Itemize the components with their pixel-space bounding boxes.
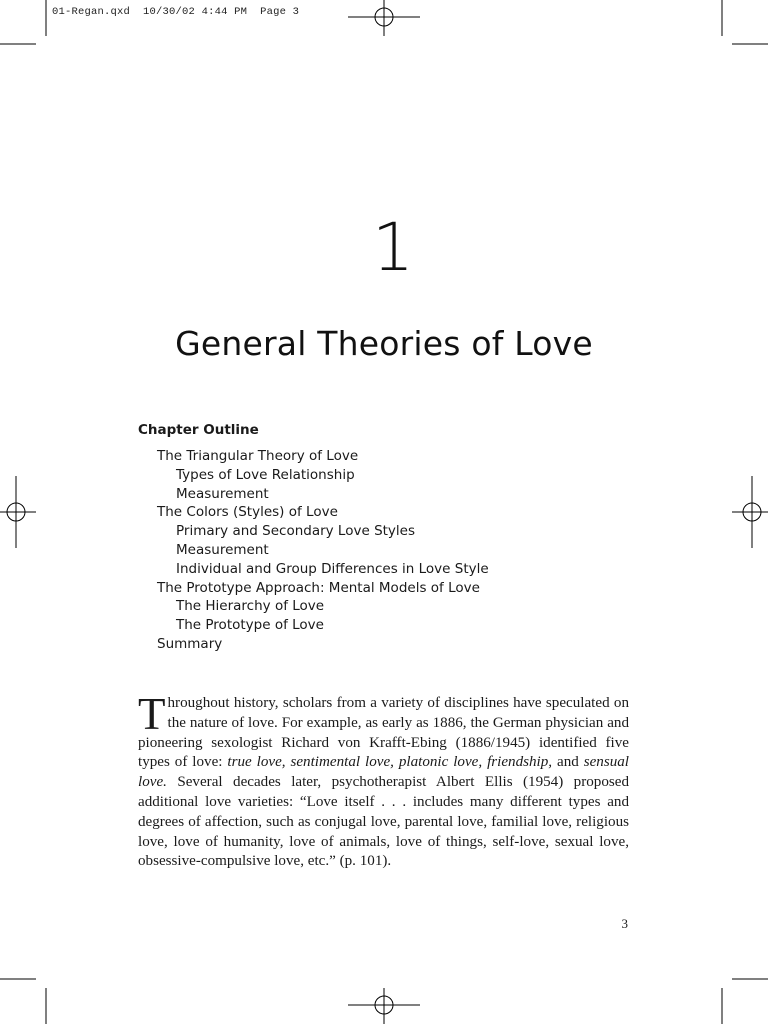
outline-subsection-item: Measurement xyxy=(176,541,269,558)
outline-subsection-item: Individual and Group Differences in Love Style xyxy=(176,560,489,577)
outline-subsection-item: The Prototype of Love xyxy=(176,617,324,634)
slug-time: 4:44 PM xyxy=(201,6,248,18)
registration-mark-top xyxy=(348,0,420,36)
outline-subsection-item: Types of Love Relationship xyxy=(176,466,355,483)
chapter-number: 1 xyxy=(372,209,414,286)
outline-section-item: Summary xyxy=(157,635,223,652)
chapter-outline-heading: Chapter Outline xyxy=(138,422,259,438)
outline-subsection-item: Primary and Secondary Love Styles xyxy=(176,523,416,540)
outline-subsection-item: The Hierarchy of Love xyxy=(176,598,325,615)
chapter-outline-list xyxy=(138,447,638,654)
chapter-outline xyxy=(138,421,638,654)
outline-section-item: The Triangular Theory of Love xyxy=(157,448,359,464)
drop-cap-letter: T xyxy=(138,689,166,739)
slug-filename: 01-Regan.qxd xyxy=(52,6,131,18)
outline-section-item: The Prototype Approach: Mental Models of Love xyxy=(157,579,480,596)
registration-mark-right xyxy=(732,476,768,548)
slug-date: 10/30/02 xyxy=(143,6,196,18)
body-paragraph xyxy=(138,689,629,872)
print-slug-line xyxy=(52,6,299,18)
chapter-title: General Theories of Love xyxy=(175,324,593,363)
registration-mark-left xyxy=(0,476,36,548)
body-text-part-1: hroughout history, scholars from a variety of disciplines have speculated on the nature of love. For example, as early as 1886, the German physician and pioneering sexologist Richard von Krafft-Ebing (1886/1945) identified five types of love: xyxy=(138,695,629,771)
body-text-part-2: Several decades later, psychotherapist Albert Ellis (1954) proposed additional love varieties: “Love itself . . . includes many different types and degrees of affection, such as conjugal love, parental love, familial love, religious love, love of humanity, love of animals, love of things, self-love, sexual love, obsessive-compulsive love, etc.” (p. 101). xyxy=(138,774,629,870)
outline-subsection-item: Measurement xyxy=(176,485,269,502)
slug-page: Page 3 xyxy=(260,6,300,18)
outline-section-item: The Colors (Styles) of Love xyxy=(157,504,338,521)
love-types-italic: true love, sentimental love, platonic love, friendship, xyxy=(227,754,553,771)
body-text-and: and xyxy=(552,754,584,771)
sensual-love-italic: sensual love. xyxy=(138,754,629,791)
page-number: 3 xyxy=(621,916,628,931)
registration-mark-bottom xyxy=(348,988,420,1024)
